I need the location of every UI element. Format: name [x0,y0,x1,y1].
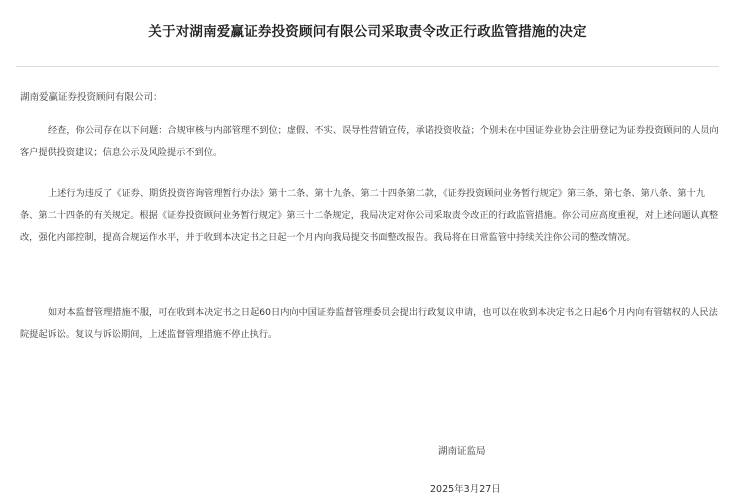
document-title: 关于对湖南爱赢证券投资顾问有限公司采取责令改正行政监管措施的决定 [148,24,587,40]
issuing-authority: 湖南证监局 [438,446,486,457]
paragraph-violations-and-measures: 上述行为违反了《证券、期货投资咨询管理暂行办法》第十二条、第十九条、第二十四条第二款，《证券投资顾问业务暂行规定》第三条、第七条、第八条、第十九条、第二十四条的有关规定。根据《证券投资顾问业务暂行规定》第三十二条规定，我局决定对你公司采取责令改正的行政监管措施。你公司应高度重视，对上述问题认真整改，强化内部控制，提高合规运作水平，并于收到本决定书之日起一个月内向我局提交书面整改报告。我局将在日常监管中持续关注你公司的整改情况。 [20,188,719,243]
paragraph-appeal-rights: 如对本监督管理措施不服，可在收到本决定书之日起60日内向中国证券监督管理委员会提出行政复议申请，也可以在收到本决定书之日起6个月内向有管辖权的人民法院提起诉讼。复议与诉讼期间，上述监督管理措施不停止执行。 [20,307,718,340]
issue-date: 2025年3月27日 [430,484,501,495]
addressee: 湖南爱赢证券投资顾问有限公司： [20,92,163,103]
title-divider [16,66,719,67]
paragraph-findings: 经查，你公司存在以下问题：合规审核与内部管理不到位；虚假、不实、误导性营销宣传，承诺投资收益；个别未在中国证券业协会注册登记为证券投资顾问的人员向客户提供投资建议；信息公示及风险提示不到位。 [20,125,719,158]
